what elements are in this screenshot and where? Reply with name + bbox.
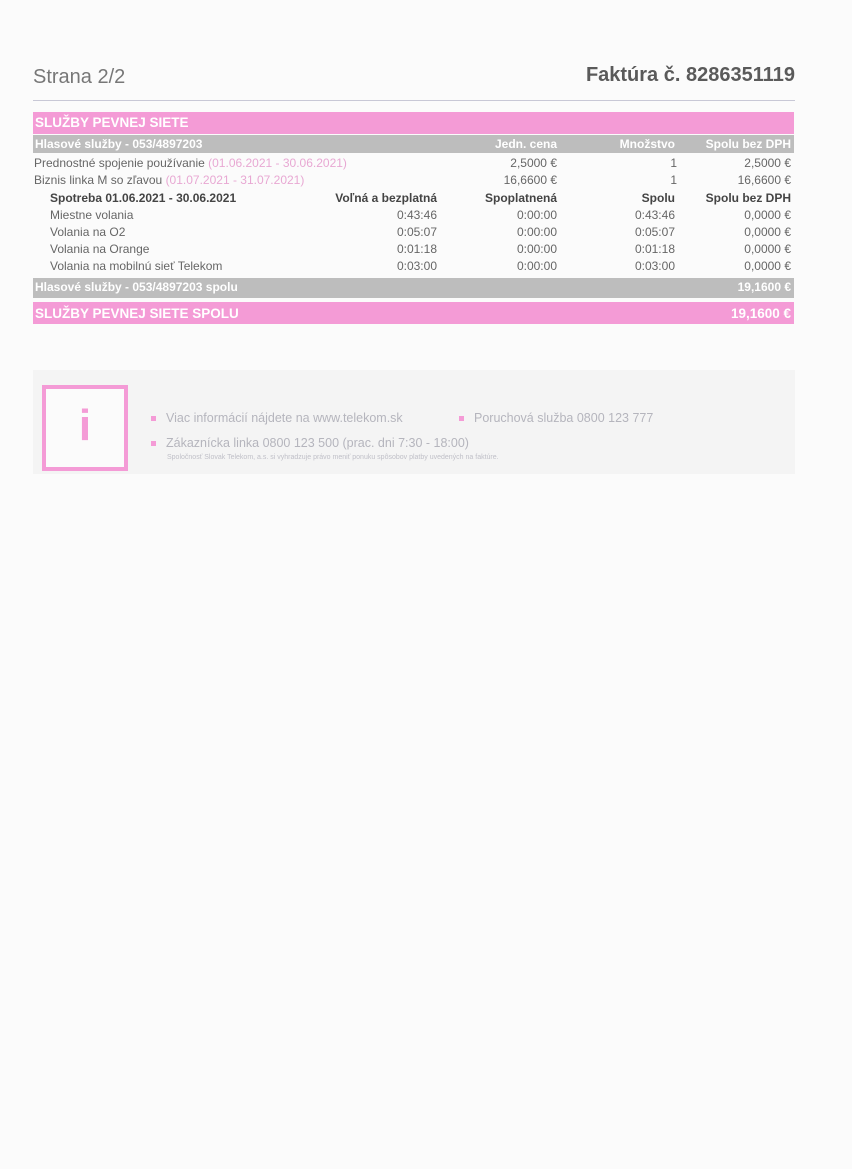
usage-row (33, 242, 794, 259)
item-unit-price: 2,5000 € (510, 156, 557, 170)
section-title: SLUŽBY PEVNEJ SIETE (33, 112, 794, 134)
usage-free: 0:03:00 (396, 259, 437, 273)
invoice-number: Faktúra č. 8286351119 (585, 64, 795, 86)
info-box (33, 370, 795, 474)
col-total: Spolu bez DPH (705, 137, 791, 151)
usage-total: 0,0000 € (744, 242, 791, 256)
item-quantity: 1 (670, 156, 677, 170)
usage-total: 0,0000 € (744, 259, 791, 273)
usage-paid: 0:00:00 (516, 259, 557, 273)
usage-row (33, 208, 794, 225)
col-unit-price: Jedn. cena (494, 137, 557, 151)
col-service: Hlasové služby - 053/4897203 (35, 137, 203, 151)
item-name: Biznis linka M so zľavou (01.07.2021 - 31.07.2021) (34, 173, 305, 187)
page-number: Strana 2/2 (33, 66, 126, 88)
usage-row (33, 225, 794, 242)
subtotal-label: Hlasové služby - 053/4897203 spolu (35, 280, 238, 294)
bullet-icon (151, 416, 156, 421)
subtotal-value: 19,1600 € (737, 280, 791, 294)
usage-sum: 0:05:07 (634, 225, 675, 239)
usage-col-total: Spolu bez DPH (705, 191, 791, 205)
col-quantity: Množstvo (619, 137, 675, 151)
item-unit-price: 16,6600 € (503, 173, 557, 187)
usage-paid: 0:00:00 (516, 208, 557, 222)
usage-header (33, 191, 794, 208)
usage-free: 0:05:07 (396, 225, 437, 239)
usage-label: Spotreba 01.06.2021 - 30.06.2021 (50, 191, 237, 205)
usage-col-sum: Spolu (641, 191, 675, 205)
bullet-icon (459, 416, 464, 421)
usage-paid: 0:00:00 (516, 225, 557, 239)
usage-col-free: Voľná a bezplatná (335, 191, 437, 205)
usage-total: 0,0000 € (744, 208, 791, 222)
usage-sum: 0:43:46 (634, 208, 675, 222)
table-row (33, 156, 794, 173)
usage-row (33, 259, 794, 276)
total-row (33, 302, 794, 324)
table-header (33, 135, 794, 153)
total-value: 19,1600 € (730, 306, 791, 321)
info-web[interactable]: Viac informácií nájdete na www.telekom.sk (151, 411, 403, 425)
usage-total: 0,0000 € (744, 225, 791, 239)
usage-paid: 0:00:00 (516, 242, 557, 256)
usage-col-paid: Spoplatnená (484, 191, 557, 205)
usage-free: 0:43:46 (396, 208, 437, 222)
usage-free: 0:01:18 (396, 242, 437, 256)
usage-name: Volania na O2 (50, 225, 126, 239)
item-quantity: 1 (670, 173, 677, 187)
table-row (33, 173, 794, 190)
info-note: Spoločnosť Slovak Telekom, a.s. si vyhradzuje právo meniť ponuku spôsobov platby uvedených na faktúre. (167, 454, 499, 461)
item-total: 16,6600 € (737, 173, 791, 187)
info-support: Poruchová služba 0800 123 777 (459, 411, 653, 425)
usage-name: Volania na Orange (50, 242, 150, 256)
info-icon: i (42, 385, 128, 471)
info-hotline: Zákaznícka linka 0800 123 500 (prac. dni 7:30 - 18:00) (151, 436, 469, 450)
subtotal-row (33, 278, 794, 298)
usage-name: Miestne volania (50, 208, 134, 222)
page-header (33, 62, 795, 101)
item-name: Prednostné spojenie používanie (01.06.2021 - 30.06.2021) (34, 156, 347, 170)
bullet-icon (151, 441, 156, 446)
total-label: SLUŽBY PEVNEJ SIETE SPOLU (35, 306, 239, 321)
item-total: 2,5000 € (744, 156, 791, 170)
usage-sum: 0:01:18 (634, 242, 675, 256)
usage-sum: 0:03:00 (634, 259, 675, 273)
usage-name: Volania na mobilnú sieť Telekom (50, 259, 223, 273)
